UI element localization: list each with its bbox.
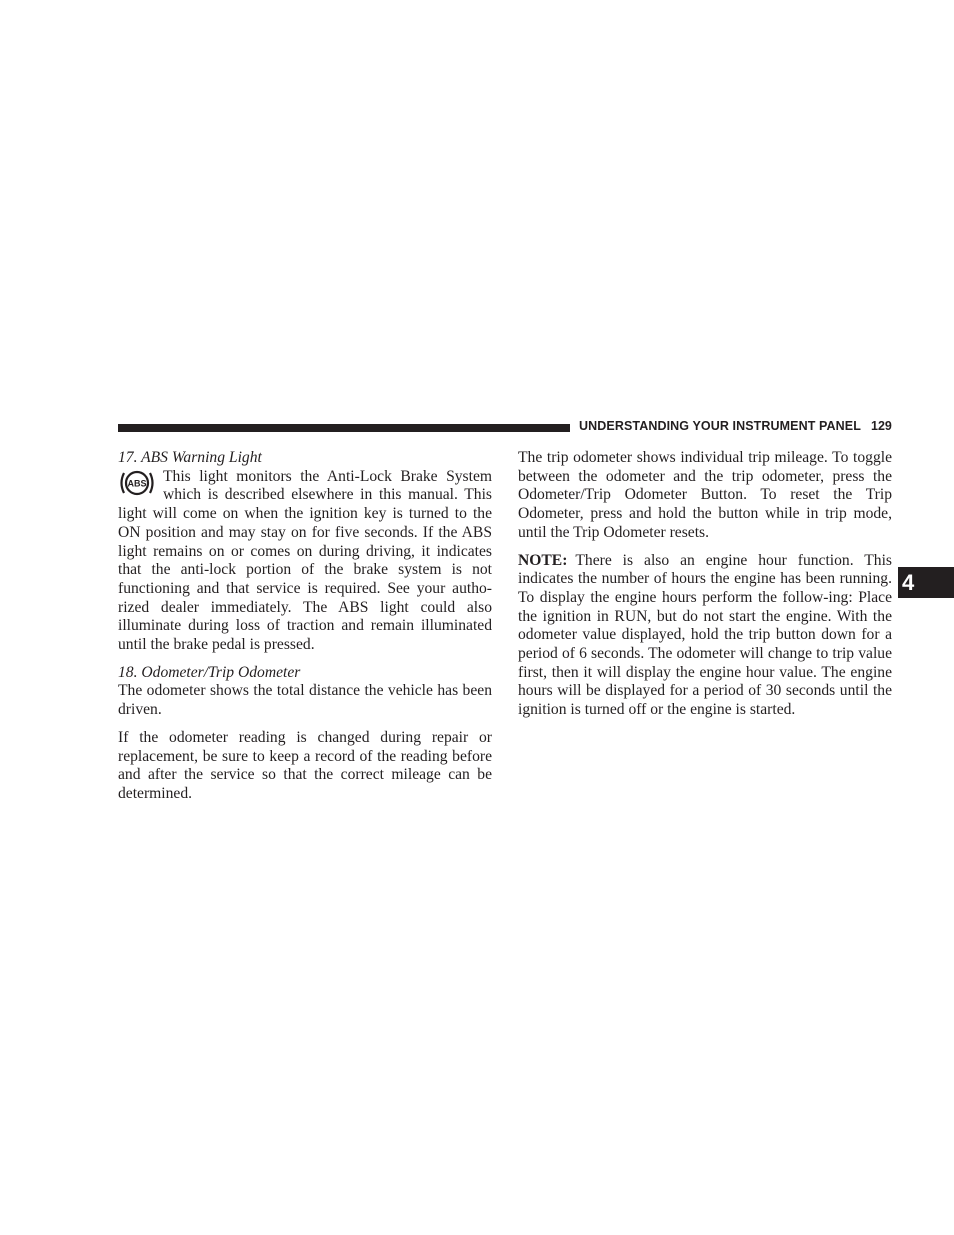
note-paragraph (518, 552, 892, 720)
note-label: NOTE: (518, 551, 568, 569)
header-rule (118, 424, 570, 432)
abs-warning-heading: 17. ABS Warning Light (118, 449, 262, 466)
odometer-paragraph-2: If the odometer reading is changed during repair or replacement, be sure to keep a record of the reading before and after the service so that the correct mileage can be determined. (118, 728, 492, 802)
page-number: 129 (871, 419, 892, 433)
abs-warning-paragraph (118, 468, 492, 655)
section-title: UNDERSTANDING YOUR INSTRUMENT PANEL (579, 419, 861, 433)
note-text: There is also an engine hour function. This indicates the number of hours the engine has been running. To display the engine hours perform the follow-ing: Place the ignition in RUN, but do not start the engine. With the odometer value displayed, hold the trip button down for a period of 6 seconds. The odometer will change to trip value first, then it will display the engine hour value. The engine hours will be displayed for a period of 30 seconds until the ignition is turned off or the engine is started. (518, 551, 892, 719)
abs-warning-text: This light monitors the Anti-Lock Brake System which is described elsewhere in this manual. This light will come on when the ignition key is turned to the ON position and may stay on for five seconds. If the ABS light remains on or comes on during driving, it indicates that the anti-lock portion of the brake system is not functioning and that service is required. See your autho-rized dealer immediately. The ABS light could also illuminate during loss of traction and remain illuminated until the brake pedal is pressed. (118, 467, 492, 654)
odometer-heading: 18. Odometer/Trip Odometer (118, 663, 301, 681)
chapter-number: 4 (902, 569, 915, 595)
abs-icon-label: ABS (127, 478, 147, 489)
abs-warning-icon (118, 469, 156, 497)
trip-odometer-paragraph: The trip odometer shows individual trip mileage. To toggle between the odometer and the trip odometer, press the Odometer/Trip Odometer Button. To reset the Trip Odometer, press and hold the button while in trip mode, until the Trip Odometer resets. (518, 449, 892, 541)
left-column (118, 449, 492, 813)
right-column (518, 449, 892, 729)
odometer-paragraph-1: The odometer shows the total distance the vehicle has been driven. (118, 682, 492, 719)
chapter-tab (898, 567, 954, 598)
